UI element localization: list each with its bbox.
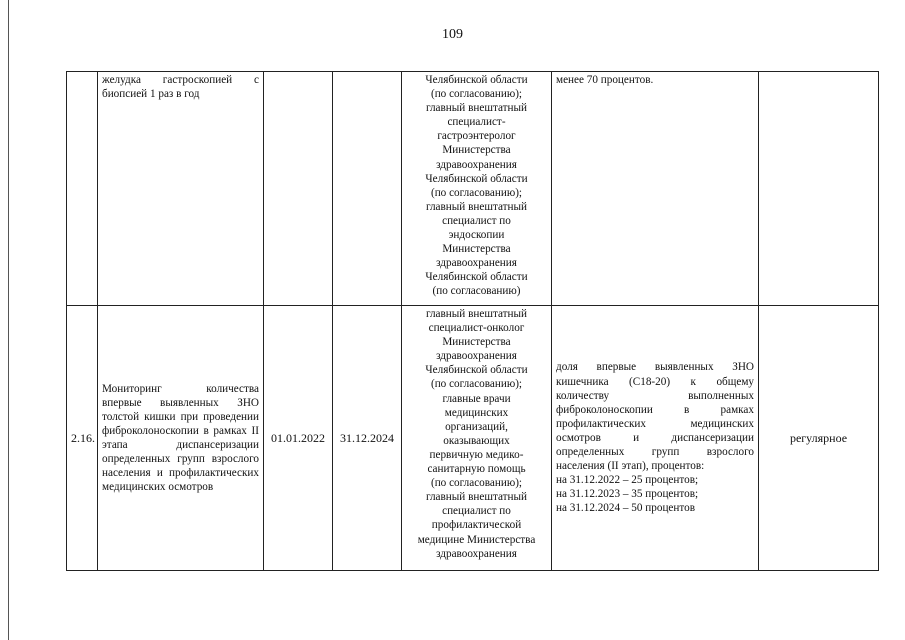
row-number-cell <box>67 72 98 306</box>
responsible-line: специалист-онколог <box>428 322 525 335</box>
indicator-cell <box>552 306 759 571</box>
responsible-line: (по согласованию); <box>430 88 523 101</box>
indicator-line: доля впервые выявленных ЗНО кишечника (С18-20) к общему количеству выполненных фиброколоноскопии в рамках профилактических медицинских осмотров и диспансеризации определенных групп взрослого населения (II этап), процентов: <box>556 361 754 473</box>
indicator-cell <box>552 72 759 306</box>
frequency-cell: регулярное <box>759 306 879 571</box>
start-date-cell: 01.01.2022 <box>264 306 333 571</box>
responsible-line: первичную медико- <box>429 448 524 461</box>
responsible-line: Министерства <box>442 144 511 157</box>
responsible-line: здравоохранения <box>436 158 517 171</box>
indicator-line: на 31.12.2024 – 50 процентов <box>556 502 695 515</box>
indicator-line: менее 70 процентов. <box>556 74 654 86</box>
indicator-line: на 31.12.2022 – 25 процентов; <box>556 474 699 487</box>
indicator-line: на 31.12.2023 – 35 процентов; <box>556 488 699 501</box>
end-date-cell <box>333 72 402 306</box>
measure-description-cell: Мониторинг количества впервые выявленных ЗНО толстой кишки при проведении фиброколоноскопии в рамках II этапа диспансеризации определенных групп взрослого населения и профилактических медицинских осмотров <box>98 306 264 571</box>
responsible-line: главный внештатный <box>425 200 528 213</box>
responsible-line: санитарную помощь <box>427 463 526 476</box>
responsible-cell <box>402 306 552 571</box>
page-left-edge <box>8 0 9 640</box>
responsible-line: главный внештатный <box>425 308 528 320</box>
frequency-cell <box>759 72 879 306</box>
responsible-line: специалист по <box>442 214 511 227</box>
start-date-cell <box>264 72 333 306</box>
responsible-line: Челябинской области <box>425 172 528 185</box>
responsible-line: (по согласованию); <box>430 477 523 490</box>
responsible-line: (по согласованию); <box>430 378 523 391</box>
responsible-line: главный внештатный <box>425 102 528 115</box>
responsible-line: Челябинской области <box>425 271 528 284</box>
responsible-line: медицинских <box>444 406 509 419</box>
responsible-line: Министерства <box>442 243 511 256</box>
responsible-line: главный внештатный <box>425 491 528 504</box>
responsible-line: Челябинской области <box>425 364 528 377</box>
measure-description-cell: желудка гастроскопией с биопсией 1 раз в год <box>98 72 264 306</box>
responsible-line: (по согласованию) <box>432 285 521 298</box>
end-date-cell: 31.12.2024 <box>333 306 402 571</box>
responsible-line: оказывающих <box>443 434 510 447</box>
responsible-line: главные врачи <box>442 392 511 405</box>
responsible-line: специалист- <box>447 116 506 129</box>
responsible-line: специалист по <box>442 505 511 518</box>
responsible-line: профилактической <box>431 519 522 532</box>
responsible-line: организаций, <box>445 420 508 433</box>
responsible-line: гастроэнтеролог <box>437 130 516 143</box>
responsible-line: Челябинской области <box>425 74 528 86</box>
responsible-line: медицине Министерства <box>417 533 536 546</box>
responsible-line: здравоохранения <box>436 350 517 363</box>
responsible-line: здравоохранения <box>436 547 517 560</box>
row-number-cell: 2.16. <box>67 306 98 571</box>
table-row <box>67 72 879 306</box>
responsible-line: (по согласованию); <box>430 186 523 199</box>
page-number: 109 <box>442 27 463 42</box>
responsible-line: эндоскопии <box>448 229 505 242</box>
responsible-cell <box>402 72 552 306</box>
measures-table <box>66 71 879 571</box>
responsible-line: здравоохранения <box>436 257 517 270</box>
table-row <box>67 306 879 571</box>
responsible-line: Министерства <box>442 336 511 349</box>
